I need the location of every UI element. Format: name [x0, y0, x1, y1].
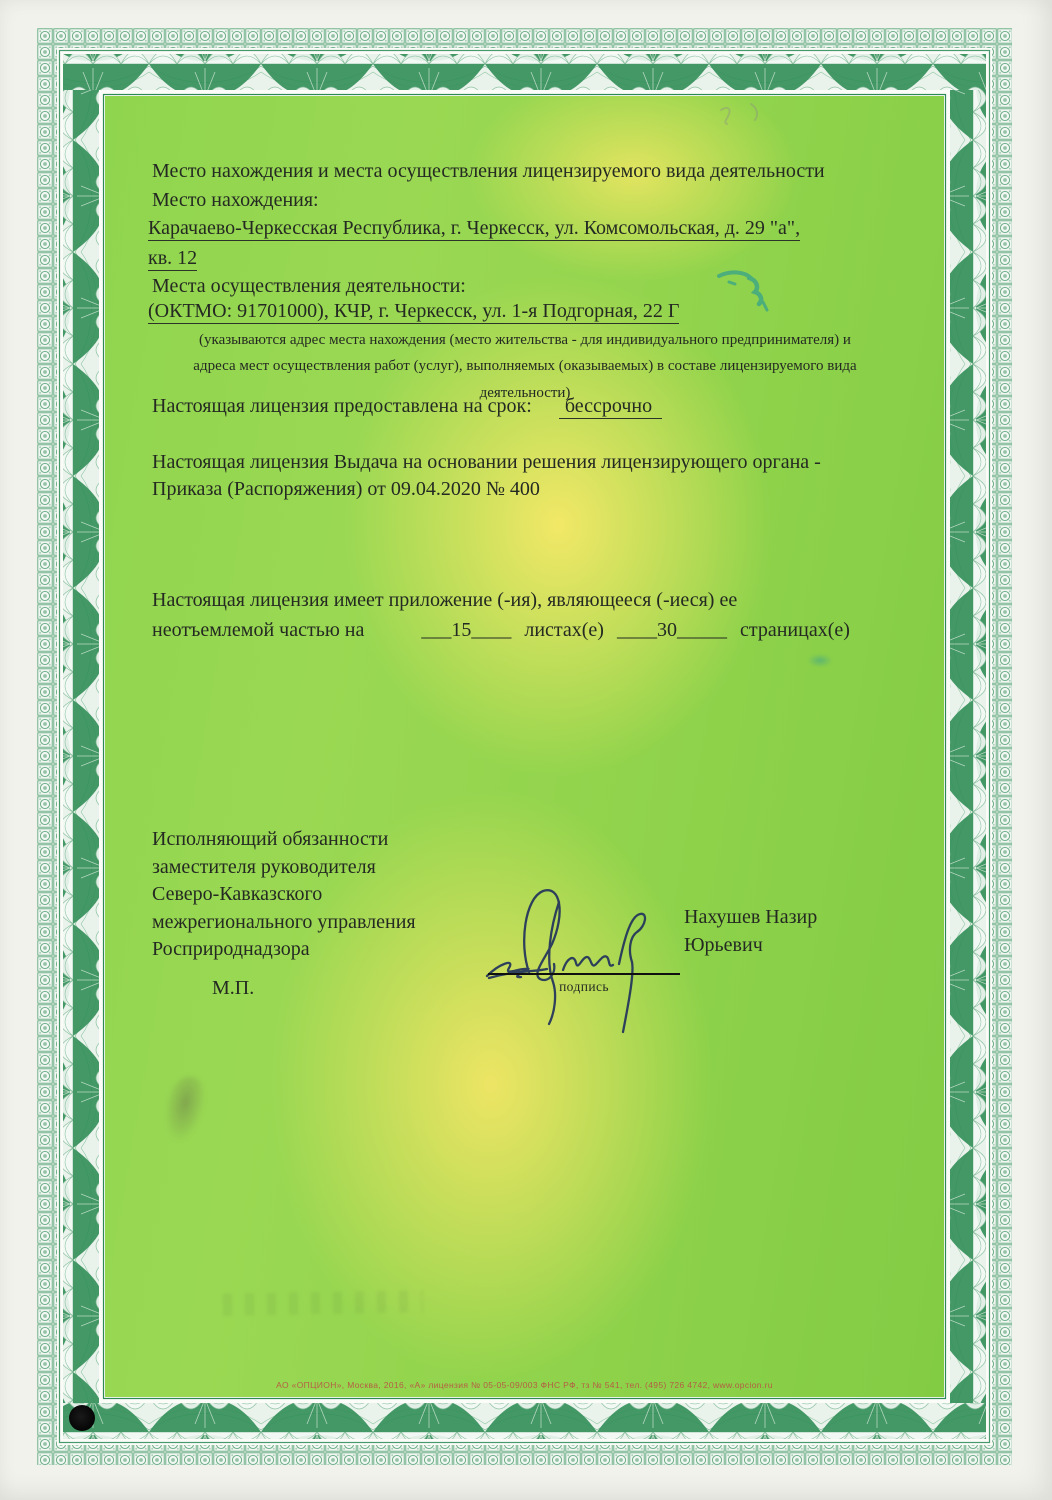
- signer-name-line1: Нахушев Назир: [684, 906, 818, 928]
- faint-pencil-marks: [713, 96, 773, 132]
- location-value-line1: Карачаево-Черкесская Республика, г. Черкесск, ул. Комсомольская, д. 29 "а",: [148, 217, 801, 239]
- faint-mirrored-imprint: [223, 1290, 423, 1315]
- annex-prefix: неотъемлемой частью на: [152, 619, 365, 641]
- signer-name-line2: Юрьевич: [684, 933, 763, 956]
- location-value-line2: кв. 12: [148, 247, 198, 269]
- signature-caption: подпись: [559, 979, 609, 994]
- places-label: Места осуществления деятельности:: [152, 275, 466, 297]
- signer-title-line4: межрегионального управления: [152, 910, 416, 933]
- signer-name: [684, 904, 817, 959]
- section-title: Место нахождения и места осуществления лицензируемого вида деятельности: [152, 160, 825, 182]
- signer-title: [152, 826, 416, 964]
- basis-text: [152, 449, 912, 503]
- annex-sheets-label: листах(е): [524, 619, 604, 641]
- basis-line1: Настоящая лицензия Выдача на основании решения лицензирующего органа -: [152, 451, 821, 473]
- annex-pages-label: страницах(е): [739, 619, 850, 641]
- scan-smudge-teal: [808, 654, 832, 667]
- basis-line2: Приказа (Распоряжения) от 09.04.2020 № 400: [152, 478, 540, 500]
- signer-title-line2: заместителя руководителя: [152, 855, 376, 878]
- places-note: [145, 327, 905, 406]
- places-note-line2: адреса мест осуществления работ (услуг), выполняемых (оказываемых) в составе лицензируемого вида: [193, 358, 857, 375]
- annex-sheets-blank: ___15____: [421, 619, 512, 641]
- annex-line1: Настоящая лицензия имеет приложение (-ия), являющееся (-иеся) ее: [152, 589, 738, 611]
- certificate-body: [105, 96, 944, 1397]
- places-note-line1: (указываются адрес места нахождения (место жительства - для индивидуального предпринимателя) и: [199, 332, 851, 348]
- ink-smudge-teal-scribble: [705, 268, 785, 316]
- location-label: Место нахождения:: [152, 189, 319, 211]
- printer-footer: АО «ОПЦИОН», Москва, 2016, «А» лицензия № 05-05-09/003 ФНС РФ, тз № 541, тел. (495) 726 4742, www.opcion.ru: [276, 1380, 773, 1390]
- term-value: бессрочно: [559, 395, 662, 419]
- term-label: Настоящая лицензия предоставлена на срок:: [152, 395, 532, 417]
- scan-smudge-dark: [159, 1073, 210, 1145]
- signature-line: [488, 973, 680, 975]
- places-note-line3: деятельности): [479, 384, 571, 401]
- places-value: (ОКТМО: 91701000), КЧР, г. Черкесск, ул. 1-я Подгорная, 22 Г: [148, 300, 680, 322]
- punch-hole-dot: [69, 1405, 95, 1431]
- annex-text: [152, 585, 912, 645]
- signer-title-line1: Исполняющий обязанности: [152, 828, 389, 850]
- annex-pages-blank: ____30_____: [616, 619, 727, 641]
- signer-title-line3: Северо-Кавказского: [152, 883, 323, 905]
- signer-title-line5: Росприроднадзора: [152, 938, 310, 960]
- stamp-place-label: М.П.: [212, 977, 255, 999]
- signature-ink: [477, 864, 687, 1039]
- term-line: [152, 395, 662, 418]
